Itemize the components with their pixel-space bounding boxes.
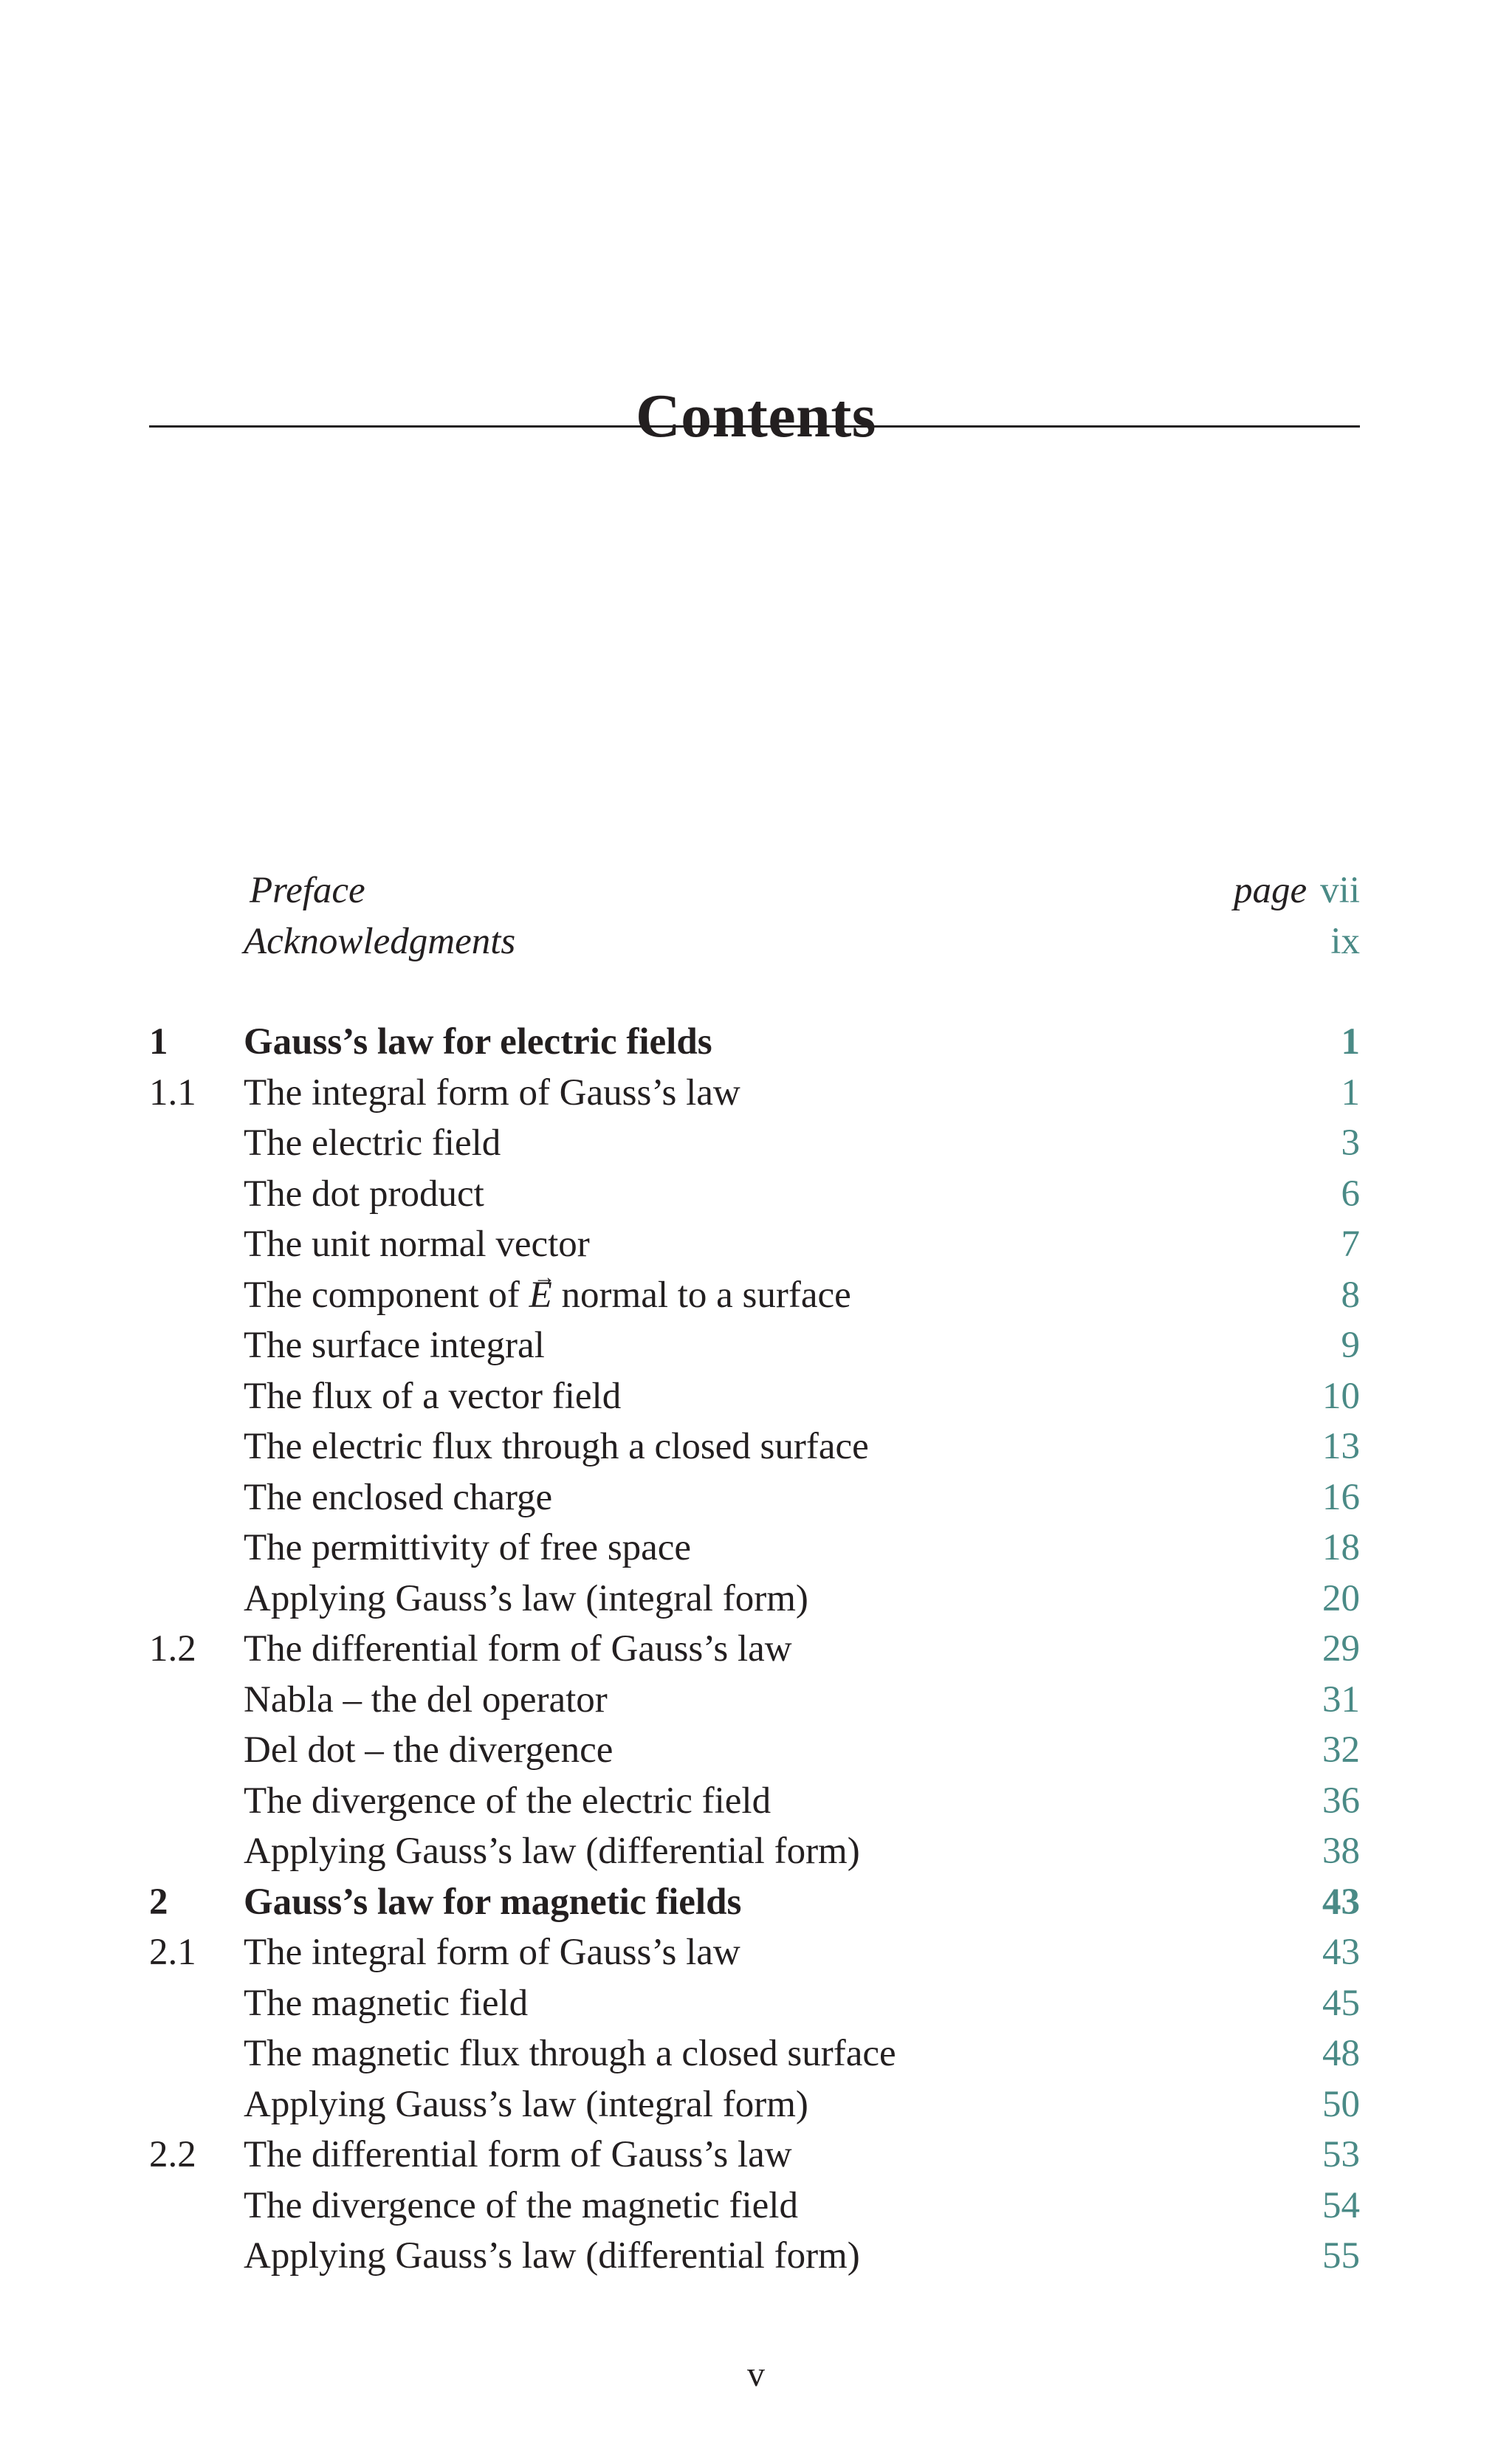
- title-rule: [149, 425, 1360, 428]
- toc-title: The integral form of Gauss’s law: [244, 1071, 740, 1114]
- toc-page-number: 1: [1341, 1071, 1360, 1114]
- toc-page-number: 13: [1322, 1426, 1360, 1467]
- toc-page-number: 31: [1322, 1678, 1360, 1721]
- toc-title: Gauss’s law for electric fields: [244, 1021, 712, 1063]
- toc-section-row[interactable]: [149, 1624, 1360, 1675]
- toc-title: Acknowledgments: [244, 920, 516, 962]
- toc-page-number: 18: [1322, 1527, 1360, 1568]
- toc-page-number: ix: [1330, 920, 1360, 962]
- vector-e-symbol: → E: [529, 1270, 552, 1321]
- toc-title: The enclosed charge: [244, 1476, 553, 1518]
- toc-page-number: 45: [1322, 1982, 1360, 2024]
- toc-page-number: 1: [1341, 1021, 1360, 1063]
- toc-subsection-row[interactable]: [149, 2231, 1360, 2282]
- toc-chapter-row[interactable]: [149, 1017, 1360, 1068]
- toc-page-number: 7: [1341, 1224, 1360, 1265]
- toc-page-number: 54: [1322, 2184, 1360, 2226]
- toc-page-number: 6: [1341, 1173, 1360, 1215]
- toc-subsection-row[interactable]: [149, 1472, 1360, 1523]
- toc-page-number: 20: [1322, 1577, 1360, 1619]
- table-of-contents: [149, 865, 1360, 2282]
- toc-page-number: 48: [1322, 2033, 1360, 2074]
- toc-subsection-row[interactable]: [149, 1219, 1360, 1270]
- page-title: Contents: [635, 382, 876, 451]
- toc-subsection-row[interactable]: [149, 1421, 1360, 1472]
- toc-page-number: 3: [1341, 1122, 1360, 1164]
- toc-title-before: The component of: [244, 1274, 529, 1316]
- toc-title: The differential form of Gauss’s law: [244, 1628, 792, 1670]
- toc-page-number: [1234, 865, 1360, 916]
- toc-title: The magnetic field: [244, 1982, 529, 2024]
- toc-title: Preface: [250, 870, 365, 911]
- toc-title: The divergence of the electric field: [244, 1780, 772, 1822]
- toc-page-number: 16: [1322, 1476, 1360, 1518]
- toc-subsection-row[interactable]: [149, 2028, 1360, 2079]
- toc-title: [244, 1270, 851, 1321]
- toc-subsection-row[interactable]: [149, 1725, 1360, 1776]
- toc-title-after: normal to a surface: [551, 1274, 851, 1316]
- toc-row-preface[interactable]: [149, 865, 1360, 916]
- toc-section-row[interactable]: [149, 2130, 1360, 2181]
- toc-page-number: 50: [1322, 2083, 1360, 2125]
- toc-page-number: 53: [1322, 2134, 1360, 2175]
- toc-subsection-row[interactable]: [149, 1574, 1360, 1625]
- page-number: vii: [1320, 870, 1360, 911]
- toc-page-number: 32: [1322, 1729, 1360, 1771]
- toc-title: The electric field: [244, 1122, 501, 1164]
- toc-page-number: 8: [1341, 1274, 1360, 1316]
- toc-title: Nabla – the del operator: [244, 1678, 608, 1721]
- toc-title: The magnetic flux through a closed surface: [244, 2033, 896, 2074]
- toc-title: The flux of a vector field: [244, 1375, 622, 1417]
- toc-number: 2: [149, 1881, 168, 1923]
- toc-subsection-row[interactable]: [149, 1523, 1360, 1574]
- toc-title: The divergence of the magnetic field: [244, 2184, 798, 2226]
- toc-page-number: 43: [1322, 1881, 1360, 1923]
- toc-page-number: 9: [1341, 1325, 1360, 1366]
- toc-page-number: 36: [1322, 1780, 1360, 1822]
- toc-section-row[interactable]: [149, 1068, 1360, 1119]
- toc-title: The electric flux through a closed surface: [244, 1426, 869, 1467]
- toc-title: The surface integral: [244, 1325, 545, 1366]
- toc-number: 1.2: [149, 1628, 196, 1670]
- toc-subsection-row[interactable]: [149, 2079, 1360, 2130]
- toc-page-number: 29: [1322, 1628, 1360, 1670]
- page-folio: v: [747, 2355, 765, 2394]
- toc-page-number: 55: [1322, 2235, 1360, 2277]
- toc-chapter-row[interactable]: [149, 1877, 1360, 1928]
- toc-subsection-row[interactable]: [149, 1776, 1360, 1827]
- toc-row-acknowledgments[interactable]: [149, 916, 1360, 967]
- toc-subsection-row[interactable]: [149, 2181, 1360, 2232]
- toc-page-number: 38: [1322, 1831, 1360, 1872]
- toc-subsection-row[interactable]: [149, 1118, 1360, 1169]
- toc-subsection-row[interactable]: [149, 1978, 1360, 2029]
- toc-number: 2.1: [149, 1932, 196, 1973]
- toc-title: Del dot – the divergence: [244, 1729, 614, 1771]
- toc-title: Applying Gauss’s law (differential form): [244, 1831, 860, 1872]
- toc-title: Applying Gauss’s law (integral form): [244, 1577, 808, 1619]
- toc-title: The unit normal vector: [244, 1224, 590, 1265]
- toc-subsection-row[interactable]: [149, 1826, 1360, 1877]
- toc-title: Applying Gauss’s law (differential form): [244, 2235, 860, 2277]
- toc-number: 1: [149, 1021, 168, 1063]
- toc-page-number: 43: [1322, 1932, 1360, 1973]
- toc-title: Gauss’s law for magnetic fields: [244, 1881, 742, 1923]
- toc-title: The permittivity of free space: [244, 1527, 692, 1568]
- toc-title: Applying Gauss’s law (integral form): [244, 2083, 808, 2125]
- toc-subsection-row[interactable]: [149, 1270, 1360, 1321]
- toc-subsection-row[interactable]: [149, 1675, 1360, 1726]
- toc-title: The dot product: [244, 1173, 484, 1215]
- toc-page-number: 10: [1322, 1375, 1360, 1417]
- toc-number: 1.1: [149, 1071, 196, 1114]
- toc-title: The differential form of Gauss’s law: [244, 2134, 792, 2175]
- toc-subsection-row[interactable]: [149, 1371, 1360, 1422]
- toc-subsection-row[interactable]: [149, 1169, 1360, 1220]
- page-prefix-label: page: [1234, 870, 1307, 911]
- toc-subsection-row[interactable]: [149, 1320, 1360, 1371]
- toc-title: The integral form of Gauss’s law: [244, 1932, 740, 1973]
- toc-number: 2.2: [149, 2134, 196, 2175]
- toc-section-row[interactable]: [149, 1927, 1360, 1978]
